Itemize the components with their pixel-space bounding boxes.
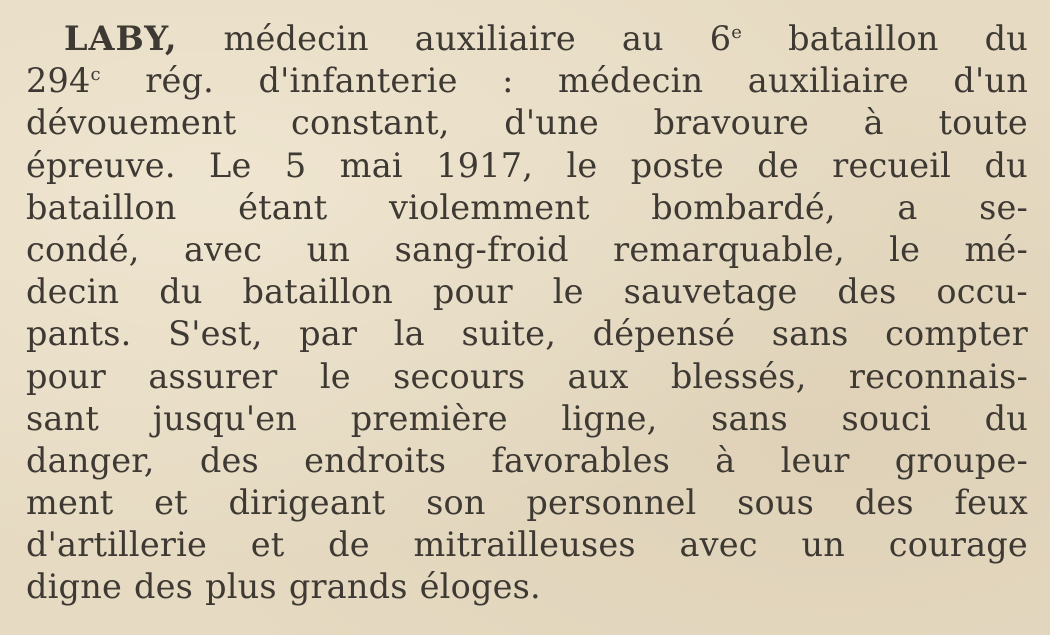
- word: auxiliaire: [747, 61, 909, 101]
- word: sans: [771, 314, 849, 354]
- word: condé,: [26, 229, 140, 269]
- word: dirigeant: [228, 483, 386, 523]
- word: des: [199, 440, 259, 480]
- word: S'est,: [168, 314, 263, 354]
- citation-clipping: [26, 18, 1028, 609]
- word: Le: [209, 145, 252, 185]
- word: occu-: [936, 272, 1028, 312]
- word: 294$^c$: [26, 61, 101, 101]
- word: sang-froid: [394, 229, 569, 269]
- word: à: [863, 103, 884, 143]
- word: de: [328, 525, 370, 565]
- word: violemment: [388, 187, 590, 227]
- word: mai: [339, 145, 403, 185]
- word: plus: [205, 567, 277, 607]
- word: leur: [780, 440, 850, 480]
- word: d'un: [953, 61, 1028, 101]
- word: mé-: [964, 229, 1028, 269]
- word: reconnais-: [848, 356, 1028, 396]
- word: pour: [26, 356, 107, 396]
- word: du: [984, 398, 1028, 438]
- word: sant: [26, 398, 100, 438]
- word: sauvetage: [623, 272, 798, 312]
- text-line-4: [26, 145, 1028, 187]
- word: auxiliaire: [414, 19, 576, 58]
- text-line-12: [26, 482, 1028, 524]
- word: pour: [432, 272, 513, 312]
- word: son: [426, 483, 486, 523]
- word: bombardé,: [651, 187, 836, 227]
- word: un: [801, 525, 846, 565]
- word: grands: [288, 567, 408, 607]
- word: danger,: [26, 440, 155, 480]
- word: le: [566, 145, 598, 185]
- text-line-7: [26, 271, 1028, 313]
- text-line-5: [26, 187, 1028, 229]
- word: recueil: [832, 145, 952, 185]
- word: assurer: [148, 356, 278, 396]
- word: remarquable,: [613, 229, 845, 269]
- word: du: [159, 272, 203, 312]
- word: et: [154, 483, 188, 523]
- word: et: [250, 525, 285, 565]
- word: personnel: [526, 483, 697, 523]
- text-line-14: [26, 566, 1028, 608]
- word: épreuve.: [26, 145, 176, 185]
- word: bravoure: [653, 103, 810, 143]
- word: médecin: [223, 19, 369, 58]
- text-line-2: [26, 60, 1028, 102]
- word: pants.: [26, 314, 132, 354]
- word: jusqu'en: [152, 398, 298, 438]
- person-name: LABY,: [64, 19, 178, 58]
- word: des: [854, 483, 914, 523]
- word: 5: [284, 145, 307, 185]
- text-line-10: [26, 398, 1028, 440]
- word: des: [837, 272, 897, 312]
- word: d'une: [504, 103, 599, 143]
- word: toute: [938, 103, 1028, 143]
- word: médecin: [558, 61, 704, 101]
- word: sous: [737, 483, 815, 523]
- word: mitrailleuses: [413, 525, 636, 565]
- word: d'artillerie: [26, 525, 208, 565]
- ordinal-suffix: c: [90, 64, 101, 86]
- word: compter: [885, 314, 1028, 354]
- word: decin: [26, 272, 120, 312]
- word: de: [757, 145, 799, 185]
- word: se-: [979, 187, 1028, 227]
- word: étant: [238, 187, 328, 227]
- text-line-8: [26, 313, 1028, 355]
- word: le: [552, 272, 584, 312]
- word: d'infanterie: [258, 61, 458, 101]
- word: souci: [841, 398, 931, 438]
- word: courage: [888, 525, 1028, 565]
- word: a: [897, 187, 918, 227]
- word: aux: [567, 356, 629, 396]
- word: blessés,: [670, 356, 807, 396]
- text-line-9: [26, 356, 1028, 398]
- word: la: [393, 314, 425, 354]
- word: endroits: [304, 440, 447, 480]
- ordinal-suffix: e: [731, 21, 743, 43]
- text-line-13: [26, 524, 1028, 566]
- word: du: [984, 145, 1028, 185]
- word: :: [502, 61, 514, 101]
- word: rég.: [145, 61, 215, 101]
- word: au: [621, 19, 664, 58]
- word: dévouement: [26, 103, 237, 143]
- word: bataillon: [26, 187, 177, 227]
- word: suite,: [461, 314, 557, 354]
- word: le: [889, 229, 921, 269]
- word: 1917,: [436, 145, 534, 185]
- word: groupe-: [894, 440, 1028, 480]
- word: avec: [679, 525, 758, 565]
- word: des: [134, 567, 194, 607]
- word: du: [984, 19, 1028, 58]
- word: feux: [954, 483, 1028, 523]
- word: première: [350, 398, 508, 438]
- text-line-6: [26, 229, 1028, 271]
- word: constant,: [291, 103, 450, 143]
- text-line-11: [26, 440, 1028, 482]
- word: avec: [183, 229, 263, 269]
- word: sans: [711, 398, 788, 438]
- word: à: [715, 440, 736, 480]
- word: poste: [630, 145, 724, 185]
- word: le: [319, 356, 351, 396]
- text-line-3: [26, 102, 1028, 144]
- word: 6e: [709, 19, 743, 58]
- word: ligne,: [561, 398, 658, 438]
- text-line-1: [26, 18, 1028, 60]
- word: dépensé: [592, 314, 736, 354]
- word: favorables: [491, 440, 671, 480]
- word: ment: [26, 483, 114, 523]
- word: secours: [393, 356, 526, 396]
- word: digne: [26, 567, 123, 607]
- word: éloges.: [419, 567, 541, 607]
- word: un: [306, 229, 351, 269]
- word: bataillon: [242, 272, 394, 312]
- word: bataillon: [788, 19, 939, 58]
- word: par: [299, 314, 358, 354]
